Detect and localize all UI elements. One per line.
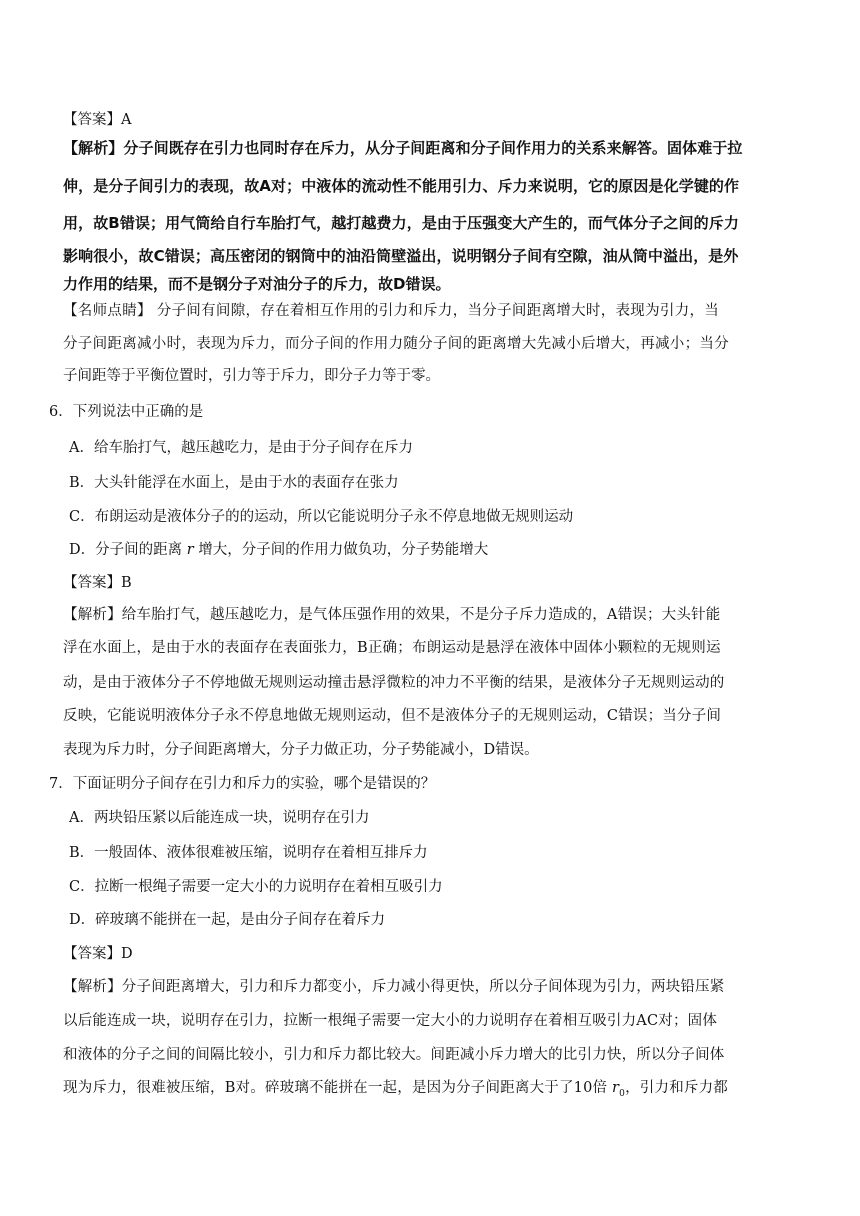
analysis-line: 影响很小，故C错误；高压密闭的钢筒中的油沿筒壁溢出，说明钢分子间有空隙，油从筒中溢出，是外 [63,247,739,265]
option-d-text-end: 增大，分子间的作用力做负功，分子势能增大 [193,542,489,558]
analysis-line: 动，是由于液体分子不停地做无规则运动撞击悬浮微粒的冲力不平衡的结果，是液体分子无规则运动的 [63,675,725,691]
variable-r0: r [612,1080,620,1096]
answer-label: 【答案】D [63,946,133,962]
option-d: D．碎玻璃不能拼在一起，是由分子间存在着斥力 [69,912,386,928]
analysis-line: 【解析】给车胎打气，越压越吃力，是气体压强作用的效果，不是分子斥力造成的，A错误；大头针能 [63,607,721,623]
analysis-line: 和液体的分子之间的间隔比较小，引力和斥力都比较大。间距减小斥力增大的比引力快，所以分子间体 [63,1047,725,1063]
teacher-tip-line: 分子间距离减小时，表现为斥力，而分子间的作用力随分子间的距离增大先减小后增大，再减小；当分 [63,336,729,352]
analysis-text: 现为斥力，很难被压缩，B对。碎玻璃不能拼在一起，是因为分子间距离大于了10倍 [63,1080,613,1096]
analysis-line: 伸，是分子间引力的表现，故A对；中液体的流动性不能用引力、斥力来说明，它的原因是化学键的作 [63,177,740,195]
teacher-tip-line: 【名师点睛】 分子间有间隙，存在着相互作用的引力和斥力，当分子间距离增大时，表现为引力，当 [63,303,720,319]
analysis-line: 浮在水面上，是由于水的表面存在表面张力，B正确；布朗运动是悬浮在液体中固体小颗粒的无规则运 [63,640,721,656]
analysis-line: 【解析】分子间距离增大，引力和斥力都变小，斥力减小得更快，所以分子间体现为引力，两块铅压紧 [63,979,725,995]
analysis-line: 反映，它能说明液体分子永不停息地做无规则运动，但不是液体分子的无规则运动，C错误；当分子间 [63,708,722,724]
option-b: B．大头针能浮在水面上，是由于水的表面存在张力 [69,475,399,491]
subscript-zero: 0 [619,1088,626,1099]
option-d [69,540,488,560]
option-a: A．给车胎打气，越压越吃力，是由于分子间存在斥力 [69,440,413,456]
analysis-text-end: ，引力和斥力都 [625,1080,728,1096]
analysis-line-last [63,1078,728,1104]
option-b: B．一般固体、液体很难被压缩，说明存在着相互排斥力 [69,845,428,861]
variable-r: r [186,542,194,558]
option-c: C．布朗运动是液体分子的的运动，所以它能说明分子永不停息地做无规则运动 [69,509,574,525]
answer-label: 【答案】A [63,112,132,128]
option-a: A．两块铅压紧以后能连成一块，说明存在引力 [69,810,370,826]
analysis-line: 以后能连成一块，说明存在引力，拉断一根绳子需要一定大小的力说明存在着相互吸引力AC对；固体 [63,1013,718,1029]
teacher-tip-line: 子间距等于平衡位置时，引力等于斥力，即分子力等于零。 [63,368,440,384]
option-d-text: D．分子间的距离 [69,542,187,558]
analysis-line: 力作用的结果，而不是钢分子对油分子的斥力，故D错误。 [63,275,451,293]
question-stem: 6．下列说法中正确的是 [49,404,204,420]
answer-label: 【答案】B [63,575,132,591]
option-c: C．拉断一根绳子需要一定大小的力说明存在着相互吸引力 [69,879,443,895]
analysis-line: 用，故B错误；用气筒给自行车胎打气，越打越费力，是由于压强变大产生的，而气体分子之间的斥力 [63,214,739,232]
analysis-line: 表现为斥力时，分子间距离增大，分子力做正功，分子势能减小，D错误。 [63,742,539,758]
question-stem: 7．下面证明分子间存在引力和斥力的实验，哪个是错误的？ [49,776,436,792]
analysis-line: 【解析】分子间既存在引力也同时存在斥力，从分子间距离和分子间作用力的关系来解答。固体难于拉 [63,139,743,157]
